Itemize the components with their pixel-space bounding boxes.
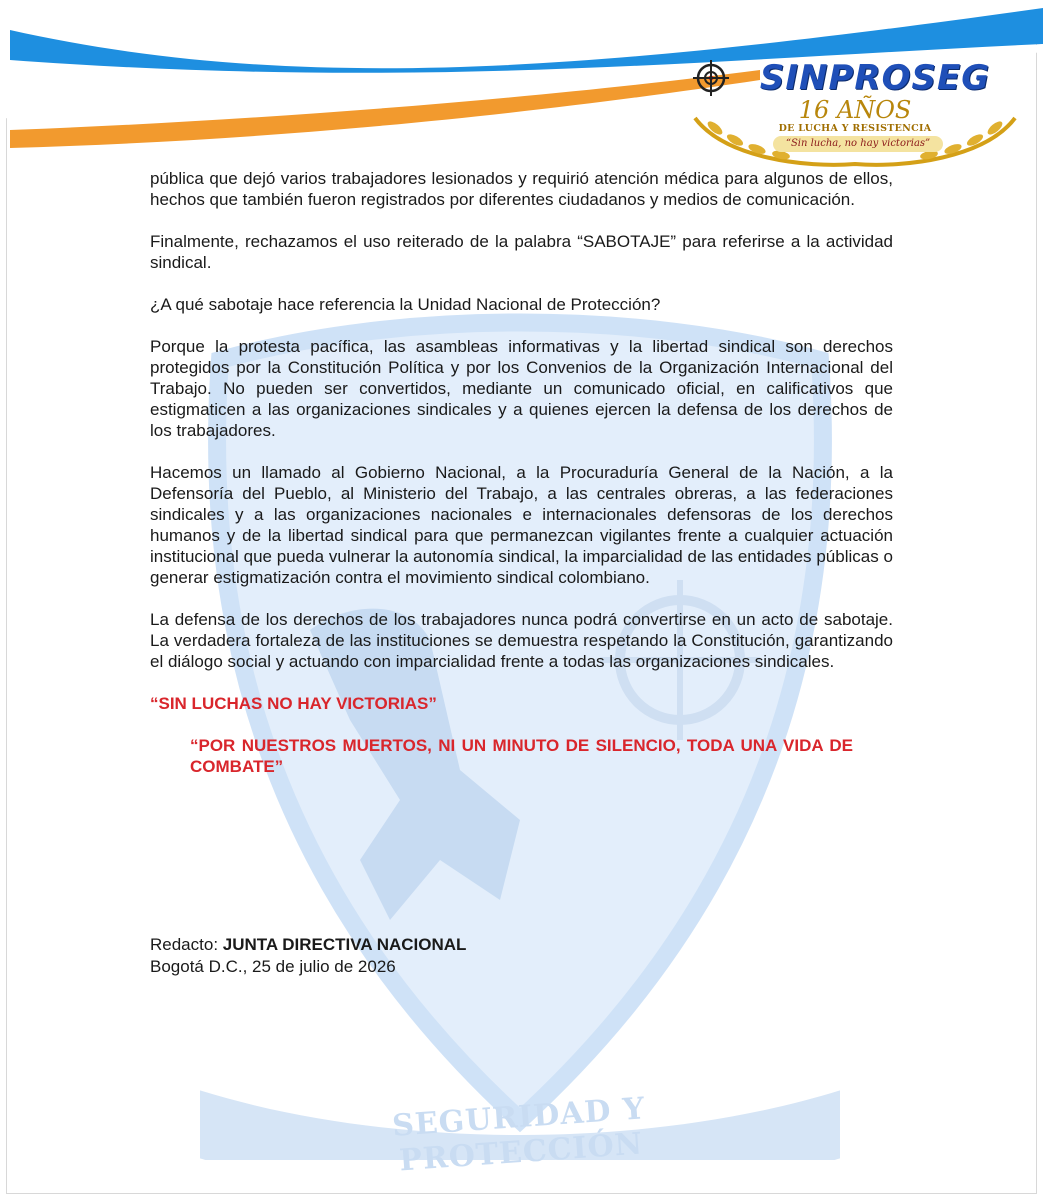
slogan-sin-luchas: “SIN LUCHAS NO HAY VICTORIAS” [150, 694, 437, 713]
logo-name: SINPROSEG [759, 58, 991, 98]
signature-label: Redacto: [150, 935, 219, 954]
paragraph: Hacemos un llamado al Gobierno Nacional, a la Procuraduría General de la Nación, a la Defensoría del Pueblo, al Ministerio del Trabajo, a las centrales obreras, a las federaciones sindicales y a las organizaciones nacionales e internacionales defensoras de los derechos humanos y de la libertad sindical para que permanezcan vigilantes frente a cualquier actuación institucional que pueda vulnerar la autonomía sindical, la imparcialidad de las entidades públicas o generar estigmatización contra el movimiento sindical colombiano. [150, 463, 893, 587]
paragraph: La defensa de los derechos de los trabajadores nunca podrá convertirse en un acto de sabotaje. La verdadera fortaleza de las instituciones se demuestra respetando la Constitución, garantizando el diálogo social y actuando con imparcialidad frente a todas las organizaciones sindicales. [150, 610, 893, 671]
document-body [150, 168, 893, 798]
logo-subtitle: DE LUCHA Y RESISTENCIA [778, 123, 932, 134]
signature-block [150, 934, 750, 978]
logo-years: 16 AÑOS [798, 96, 912, 124]
logo-motto: “Sin lucha, no hay victorias” [773, 136, 943, 152]
slogan-por-nuestros-muertos: “POR NUESTROS MUERTOS, NI UN MINUTO DE SILENCIO, TODA UNA VIDA DE COMBATE” [190, 736, 853, 776]
sinproseg-logo [685, 52, 1025, 164]
signature-line [150, 934, 750, 956]
paragraph: pública que dejó varios trabajadores lesionados y requirió atención médica para algunos de ellos, hechos que también fueron registrados por diferentes ciudadanos y medios de comunicación. [150, 169, 893, 209]
paragraph: ¿A qué sabotaje hace referencia la Unidad Nacional de Protección? [150, 295, 661, 314]
paragraph: Porque la protesta pacífica, las asambleas informativas y la libertad sindical son derechos protegidos por la Constitución Política y por los Convenios de la Organización Internacional del Trabajo. No pueden ser convertidos, mediante un comunicado oficial, en calificativos que estigmaticen a las organizaciones sindicales y a quienes ejercen la defensa de los derechos de los trabajadores. [150, 337, 893, 440]
signature-place-date: Bogotá D.C., 25 de julio de 2026 [150, 957, 396, 976]
paragraph: Finalmente, rechazamos el uso reiterado de la palabra “SABOTAJE” para referirse a la actividad sindical. [150, 232, 893, 272]
watermark-text: SEGURIDAD Y PROTECCIÓN [391, 1091, 647, 1179]
signature-author: JUNTA DIRECTIVA NACIONAL [222, 935, 467, 954]
